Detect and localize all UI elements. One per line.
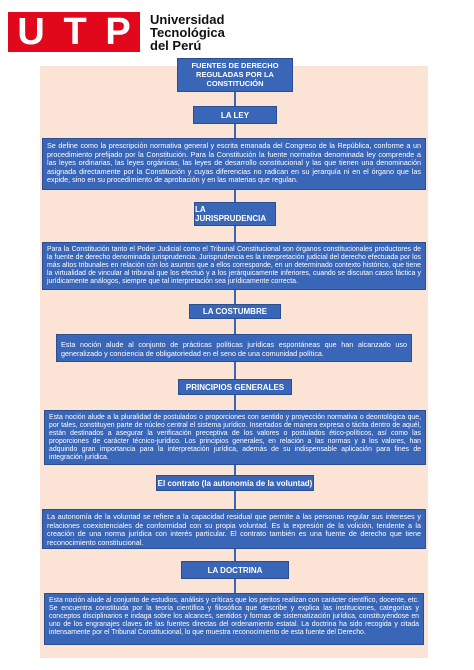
connector-line <box>234 92 236 106</box>
connector-line <box>234 226 236 242</box>
university-name-line-1: Universidad <box>150 11 225 27</box>
connector-line <box>234 549 236 561</box>
text-la-doctrina: Esta noción alude al conjunto de estudios, análisis y críticas que los peritos realizan con carácter científico, docente, etc. Se encuentra constituida por la teoría científica y filosófica que describe y explica las instituciones, categorías y conceptos disciplinarios e indaga sobre los alcances, sentidos y formas de sistematización jurídica, constituyéndose en uno de los engranajes claves de las fuentes directas del ordenamiento estatal. La doctrina ha sido recogida y citada intensamente por el Tribunal Constitucional, lo que muestra reconocimiento de esta fuente del Derecho. <box>44 593 424 645</box>
connector-line <box>234 579 236 593</box>
connector-line <box>234 190 236 202</box>
heading-el-contrato: El contrato (la autonomía de la voluntad) <box>156 475 314 491</box>
logo-letter-p: P <box>105 11 131 53</box>
utp-logo-mark <box>8 12 140 52</box>
text-el-contrato: La autonomía de la voluntad se refiere a la capacidad residual que permite a las personas regular sus intereses y relaciones coexistenciales de conformidad con su propia voluntad. Es la expresión de la volición, tendente a la creación de una norma jurídica con interés particular. El contrato también es una fuente de derecho que tiene reconocimiento constitucional. <box>42 509 426 549</box>
logo-letter-u: U <box>17 11 45 53</box>
diagram-title: FUENTES DE DERECHO REGULADAS POR LA CONSTITUCIÓN <box>177 58 293 92</box>
connector-line <box>234 319 236 334</box>
text-la-ley: Se define como la prescripción normativa general y escrita emanada del Congreso de la República, conforme a un procedimiento prefijado por la Constitución. Para la Constitución la fuente normativa denominada ley comprende a las leyes ordinarias, las leyes orgánicas, las leyes de desarrollo constitucional y las que tienen una denominación asignada directamente por la Constitución y cuyas diferencias no radican en su jerarquía ni en el órgano que las expide, sino en su procedimiento de aprobación y en las materias que regulan. <box>42 138 426 190</box>
connector-line <box>234 362 236 379</box>
university-name-line-3: del Perú <box>150 37 202 53</box>
logo-letter-t: T <box>63 11 87 53</box>
connector-line <box>234 465 236 475</box>
university-name-line-2: Tecnológica <box>150 24 225 40</box>
university-name <box>150 13 225 52</box>
connector-line <box>234 290 236 304</box>
connector-line <box>234 395 236 410</box>
heading-la-jurisprudencia: LA JURISPRUDENCIA <box>194 202 276 226</box>
connector-line <box>234 491 236 509</box>
text-la-jurisprudencia: Para la Constitución tanto el Poder Judicial como el Tribunal Constitucional son órganos constitucionales productores de la fuente de derecho denominada jurisprudencia. Jurisprudencia es la interpretación judicial del derecho efectuada por los más altos tribunales en relación con los asuntos que a ellos corresponde, en un determinado contexto histórico, que tiene la virtualidad de vincular al tribunal que los efectuó y a los jerárquicamente inferiores, cuando se discutan casos fáctica y jurídicamente análogos, siempre que tal interpretación sea jurídicamente correcta. <box>42 242 426 290</box>
heading-la-ley: LA LEY <box>193 106 277 124</box>
heading-principios-generales: PRINCIPIOS GENERALES <box>178 379 292 395</box>
connector-line <box>234 124 236 138</box>
utp-logo <box>8 10 225 54</box>
heading-la-costumbre: LA COSTUMBRE <box>189 304 281 319</box>
text-principios-generales: Esta noción alude a la pluralidad de postulados o proporciones con sentido y proyección normativa o deontológica que, por tales, constituyen parte de núcleo central el sistema jurídico. Insertados de manera expresa o tácita dentro de aquél, están destinados a asegurar la verificación preceptiva de los valores o postulados ético-políticos, así como las proporciones de carácter técnico-jurídico. Los principios generales, en relación a las normas y a los valores, han adquirido gran importancia para la interpretación jurídica, además de su indispensable aplicación para fines de integración jurídica. <box>44 410 426 465</box>
heading-la-doctrina: LA DOCTRINA <box>181 561 289 579</box>
text-la-costumbre: Esta noción alude al conjunto de prácticas políticas jurídicas espontáneas que han alcanzado uso generalizado y conciencia de obligatoriedad en el seno de una comunidad política. <box>56 334 412 362</box>
